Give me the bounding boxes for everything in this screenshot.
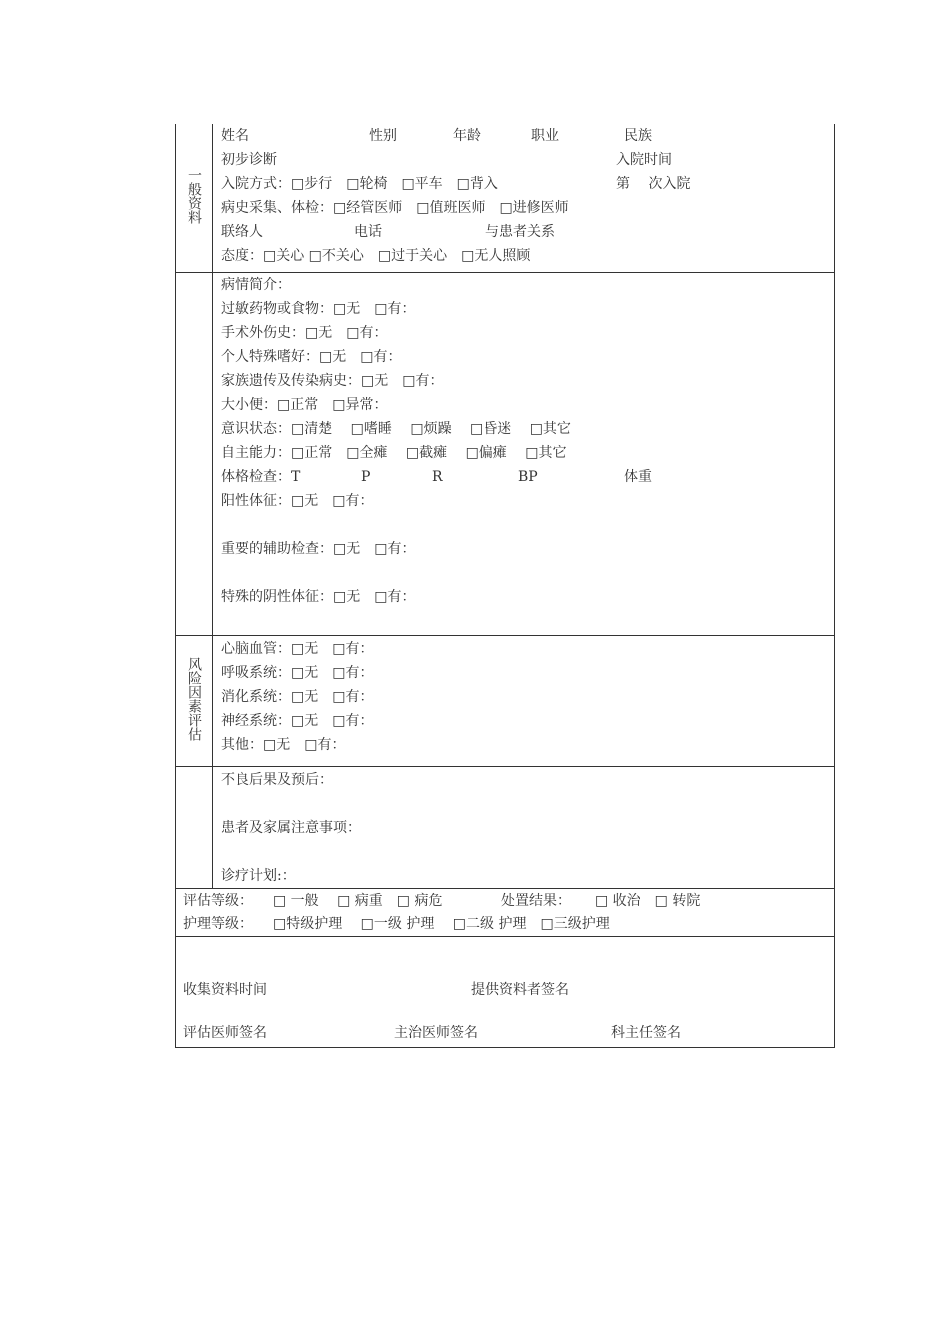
risk-digest: 消化系统：□无 □有： — [221, 688, 374, 705]
assess-grade-options: □ 一般 □ 病重 □ 病危 — [273, 892, 443, 909]
outcome-cell — [213, 766, 835, 888]
nursing-grade-options: □特级护理 □一级 护理 □二级 护理 □三级护理 — [273, 915, 610, 932]
attitude: 态度：□关心 □不关心 □过于关心 □无人照顾 — [221, 248, 531, 264]
contact-label: 联络人 — [221, 224, 263, 240]
habits-line: 个人特殊嗜好：□无 □有： — [221, 348, 402, 365]
disposal-label: 处置结果： — [501, 892, 571, 909]
name-label: 姓名 — [221, 128, 249, 144]
grading-cell — [176, 888, 835, 936]
director-signature-label: 科主任签名 — [611, 1024, 681, 1041]
initial-diagnosis-label: 初步诊断 — [221, 152, 277, 168]
admission-count: 第 次入院 — [616, 176, 691, 192]
exam-resp: R — [432, 468, 443, 485]
exam-bp: BP — [518, 468, 538, 485]
autonomy-line: 自主能力：□正常 □全瘫 □截瘫 □偏瘫 □其它 — [221, 444, 567, 461]
attending-signature-label: 主治医师签名 — [394, 1024, 478, 1041]
section-condition — [176, 272, 213, 635]
risk-other: 其他：□无 □有： — [221, 736, 346, 753]
risk-neuro: 神经系统：□无 □有： — [221, 712, 374, 729]
age-label: 年龄 — [453, 128, 481, 144]
section-outcome — [176, 766, 213, 888]
risk-resp: 呼吸系统：□无 □有： — [221, 664, 374, 681]
surgery-line: 手术外伤史：□无 □有： — [221, 324, 388, 341]
risk-cardio: 心脑血管：□无 □有： — [221, 640, 374, 657]
collect-time-label: 收集资料时间 — [183, 981, 267, 998]
family-history-line: 家族遗传及传染病史：□无 □有： — [221, 372, 444, 389]
occupation-label: 职业 — [531, 128, 559, 144]
aux-exam-line: 重要的辅助检查：□无 □有： — [221, 540, 416, 557]
section-risk-label: 风险因素评估 — [186, 656, 202, 741]
negative-signs-line: 特殊的阴性体征：□无 □有： — [221, 588, 416, 605]
consciousness-line: 意识状态：□清楚 □嗜睡 □烦躁 □昏迷 □其它 — [221, 420, 571, 437]
history-collection: 病史采集、体检：□经管医师 □值班医师 □进修医师 — [221, 200, 569, 216]
condition-cell — [213, 272, 835, 635]
exam-label: 体格检查：T — [221, 468, 301, 485]
exam-pulse: P — [361, 468, 371, 485]
assessment-form — [175, 124, 835, 1048]
signature-cell — [176, 936, 835, 1047]
admission-mode: 入院方式：□步行 □轮椅 □平车 □背入 — [221, 176, 498, 192]
gender-label: 性别 — [369, 128, 397, 144]
positive-signs-line: 阳性体征：□无 □有： — [221, 492, 374, 509]
provider-signature-label: 提供资料者签名 — [471, 981, 569, 998]
plan-line: 诊疗计划:： — [221, 867, 296, 884]
exam-weight: 体重 — [624, 468, 652, 485]
allergy-line: 过敏药物或食物：□无 □有： — [221, 300, 416, 317]
general-cell — [213, 124, 835, 272]
phone-label: 电话 — [354, 224, 382, 240]
excretion-line: 大小便：□正常 □异常： — [221, 396, 388, 413]
prognosis-line: 不良后果及预后： — [221, 771, 333, 788]
ethnicity-label: 民族 — [624, 128, 652, 144]
section-general — [176, 124, 213, 272]
admission-time-label: 入院时间 — [616, 152, 672, 168]
section-general-label: 一般资料 — [186, 167, 202, 224]
assess-grade-label: 评估等级： — [183, 892, 253, 909]
condition-intro: 病情简介： — [221, 276, 291, 293]
risk-cell — [213, 635, 835, 766]
assessor-signature-label: 评估医师签名 — [183, 1024, 267, 1041]
relation-label: 与患者关系 — [485, 224, 555, 240]
notes-line: 患者及家属注意事项： — [221, 819, 361, 836]
disposal-options: □ 收治 □ 转院 — [595, 892, 701, 909]
section-risk — [176, 635, 213, 766]
nursing-grade-label: 护理等级： — [183, 915, 253, 932]
